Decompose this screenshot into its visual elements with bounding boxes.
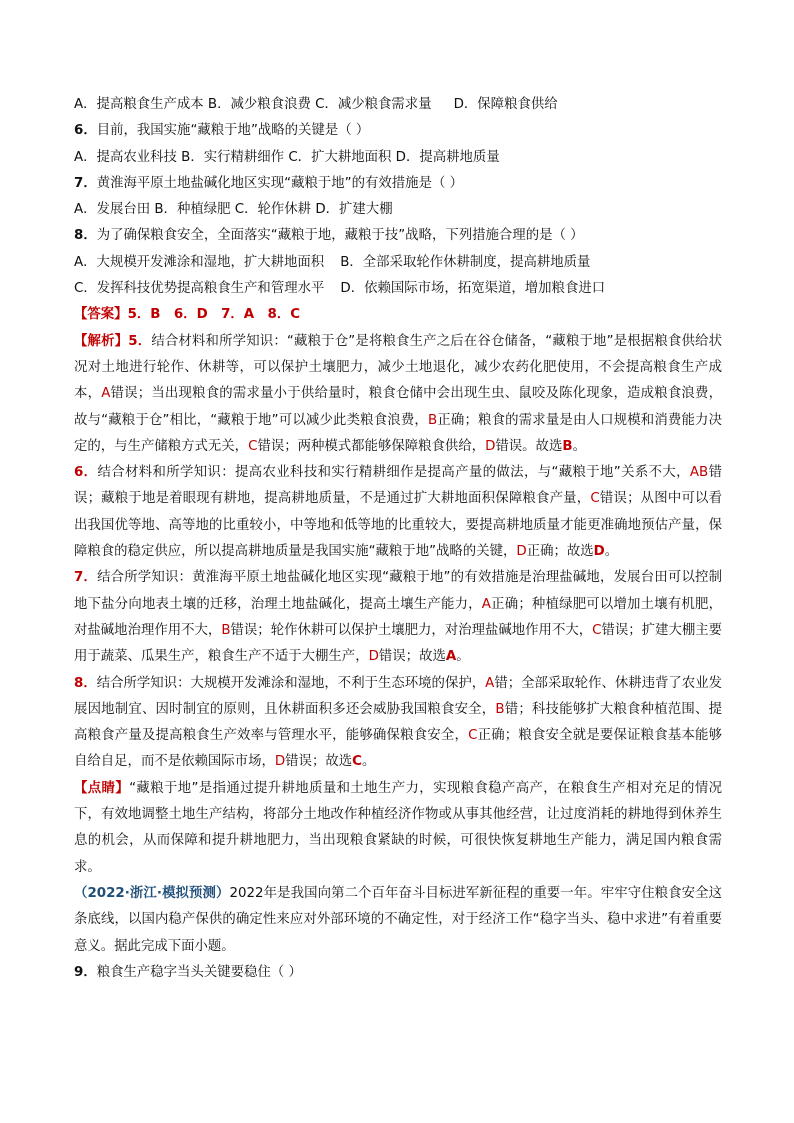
material-text: 2022年是我国向第二个百年奋斗目标进军新征程的重要一年。牢牢守住粮食安全这条底线，以国内稳产保供的确定性来应对外部环境的不确定性，对于经济工作“稳字当头、稳中求进”有着重要意义。据此完成下面小题。 (74, 885, 722, 954)
analysis-8-text-a: 结合所学知识：大规模开发滩涂和湿地，不利于生态环境的保护， (96, 675, 486, 691)
analysis-7-text-a: 结合所学知识：黄淮海平原土地盐碱化地区实现“藏粮于地”的有效措施是治理盐碱地，发展台田可以控制地下盐分向地表土壤的迁移，治理土地盐碱化，提高土壤生产能力， (74, 570, 722, 612)
analysis-7-text-d: 错误；扩建大棚主要用于蔬菜、瓜果生产，粮食生产不适于大棚生产， (74, 622, 723, 665)
q8-option-c: C．发挥科技优势提高粮食生产和管理水平 (74, 281, 325, 297)
q8-options-cd (74, 276, 722, 302)
analysis-5-end: 。 (572, 438, 586, 454)
q8-stem: 为了确保粮食安全，全面落实“藏粮于地，藏粮于技”战略，下列措施合理的是（ ） (96, 228, 584, 244)
q7-options: A．发展台田 B．种植绿肥 C．轮作休耕 D．扩建大棚 (74, 202, 393, 218)
analysis-8-text-e: 错误；故选 (285, 754, 353, 770)
analysis-7-opt-b: B (221, 622, 231, 638)
question-8 (74, 223, 722, 249)
q9-number: 9． (74, 964, 97, 980)
analysis-5-text-c: 正确；粮食的需求量是由人口规模和消费能力决定的，与生产储粮方式无关， (74, 412, 723, 454)
analysis-5-opt-c: C (248, 438, 258, 454)
material-paragraph (74, 881, 722, 960)
analysis-5-text-e: 错误。故选 (495, 438, 563, 454)
q6-number: 6． (74, 123, 97, 139)
question-7 (74, 171, 722, 197)
analysis-6-end: 。 (604, 544, 619, 560)
analysis-6-opt-ab: AB (689, 465, 709, 481)
analysis-6-opt-d: D (516, 544, 527, 560)
analysis-6 (74, 460, 722, 565)
analysis-8-end: 。 (361, 754, 376, 770)
analysis-7-text-c: 错误；轮作休耕可以保护土壤肥力，对治理盐碱地作用不大， (230, 622, 593, 638)
analysis-5-text-a: 结合材料和所学知识：“藏粮于仓”是将粮食生产之后在谷仓储备，“藏粮于地”是根据粮食供给状况对土地进行轮作、休耕等，可以保护土壤肥力，减少土地退化，减少农药化肥使用，不会提高粮食生产成本， (74, 333, 723, 402)
q9-stem: 粮食生产稳字当头关键要稳住（ ） (96, 964, 302, 980)
answer-label: 【答案】 (74, 307, 128, 323)
analysis-7-number: 7． (74, 570, 98, 586)
analysis-6-text-a: 结合材料和所学知识：提高农业科技和实行精耕细作是提高产量的做法，与“藏粮于地”关系不大， (97, 465, 690, 481)
q5-options (74, 92, 722, 118)
analysis-7-choice: A (445, 649, 457, 665)
analysis-5-number: 5． (128, 333, 152, 349)
page-content (74, 92, 722, 986)
analysis-label: 【解析】 (74, 333, 129, 349)
q8-option-a: A．大规模开发滩涂和湿地，扩大耕地面积 (74, 254, 325, 270)
analysis-5 (74, 329, 722, 460)
analysis-8-text-c: 错；科技能够扩大粮食种植范围、提高粮食产量及提高粮食生产效率与管理水平，能够确保粮食安全， (74, 701, 722, 744)
analysis-6-text-c: 错误；从图中可以看出我国优等地、高等地的比重较小，中等地和低等地的比重较大，要提高耕地质量才能更准确地预估产量，保障粮食的稳定供应，所以提高耕地质量是我国实施“藏粮于地”战略的关键， (74, 491, 723, 560)
analysis-6-text-b: 错误；藏粮于地是着眼现有耕地，提高耕地质量，不是通过扩大耕地面积保障粮食产量， (74, 465, 723, 507)
analysis-7-opt-c: C (592, 622, 602, 638)
analysis-7-text-e: 错误；故选 (378, 649, 446, 665)
analysis-8-opt-b: B (495, 701, 505, 717)
analysis-6-number: 6． (74, 465, 98, 481)
analysis-8 (74, 671, 722, 776)
analysis-8-number: 8． (74, 675, 97, 691)
comment-text: “藏粮于地”是指通过提升耕地质量和土地生产力，实现粮食稳产高产，在粮食生产相对充足的情况下，有效地调整土地生产结构，将部分土地改作种植经济作物或从事其他经营，让过度消耗的耕地得到休养生息的机会，从而保障和提升耕地肥力，当出现粮食紧缺的时候，可很快恢复耕地生产能力，满足国内粮食需求。 (74, 780, 722, 875)
question-9 (74, 960, 722, 986)
analysis-5-opt-d: D (485, 438, 496, 454)
question-6 (74, 118, 722, 144)
answer-line (74, 302, 722, 328)
material-source: （2022·浙江·模拟预测） (74, 885, 230, 901)
analysis-8-text-b: 错；全部采取轮作、休耕违背了农业发展因地制宜、因时制宜的原则，且休耕面积多还会威胁我国粮食安全， (74, 675, 723, 717)
analysis-8-choice: C (352, 754, 362, 770)
analysis-8-text-d: 正确；粮食安全就是要保证粮食基本能够自给自足，而不是依赖国际市场， (74, 728, 723, 770)
q8-options-ab (74, 250, 722, 276)
analysis-5-choice: B (562, 438, 573, 454)
q7-stem: 黄淮海平原土地盐碱化地区实现“藏粮于地”的有效措施是（ ） (96, 175, 464, 191)
analysis-7-end: 。 (456, 649, 470, 665)
analysis-5-opt-a: A (101, 386, 111, 402)
analysis-6-text-d: 正确；故选 (526, 544, 594, 560)
analysis-5-text-d: 错误；两种模式都能够保障粮食供给， (257, 438, 486, 454)
comment-label: 【点睛】 (74, 780, 130, 796)
comment-paragraph (74, 776, 722, 881)
q8-number: 8． (74, 228, 97, 244)
q7-number: 7． (74, 175, 97, 191)
q8-option-b: B．全部采取轮作休耕制度，提高耕地质量 (340, 254, 591, 270)
analysis-7-opt-a: A (481, 596, 491, 612)
q8-option-d: D．依赖国际市场，拓宽渠道，增加粮食进口 (340, 281, 606, 297)
q6-options: A．提高农业科技 B．实行精耕细作 C．扩大耕地面积 D．提高耕地质量 (74, 149, 500, 165)
analysis-7-text-b: 正确；种植绿肥可以增加土壤有机肥，对盐碱地治理作用不大， (74, 596, 723, 638)
q5-options-text: A．提高粮食生产成本 B．减少粮食浪费 C．减少粮食需求量 (74, 97, 432, 112)
analysis-8-opt-c: C (468, 728, 478, 744)
answer-text: 5．B 6．D 7．A 8．C (127, 307, 301, 323)
analysis-8-opt-a: A (485, 675, 495, 691)
analysis-8-opt-d: D (274, 754, 286, 770)
analysis-6-opt-c: C (590, 491, 600, 507)
analysis-7-opt-d: D (368, 649, 379, 665)
analysis-6-choice: D (593, 544, 605, 560)
analysis-5-opt-b: B (427, 412, 438, 428)
analysis-5-text-b: 错误；当出现粮食的需求量小于供给量时，粮食仓储中会出现生虫、鼠咬及陈化现象，造成粮食浪费，故与“藏粮于仓”相比，“藏粮于地”可以减少此类粮食浪费， (74, 386, 722, 428)
q6-stem: 目前，我国实施“藏粮于地”战略的关键是（ ） (96, 123, 370, 139)
q5-option-d: D．保障粮食供给 (453, 97, 558, 112)
analysis-7 (74, 565, 722, 670)
